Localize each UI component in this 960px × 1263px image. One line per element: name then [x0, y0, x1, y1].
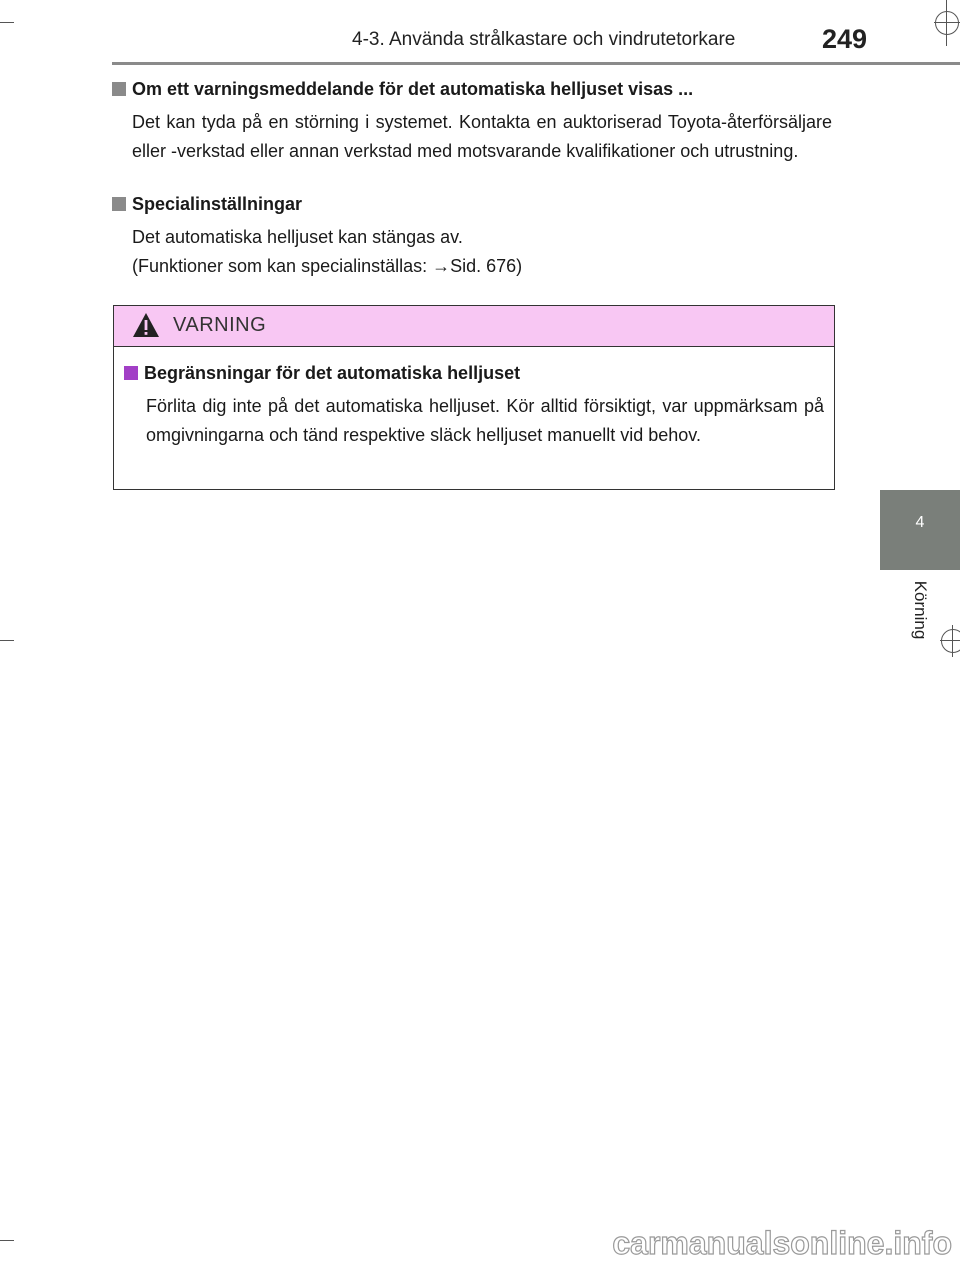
- square-bullet-icon: [112, 82, 126, 96]
- crop-mark: [0, 22, 14, 23]
- warning-box: [113, 305, 835, 490]
- warning-header: [114, 306, 834, 347]
- page-number: 249: [822, 24, 868, 54]
- section-heading-text: Specialinställningar: [132, 194, 303, 214]
- page-reference: (Funktioner som kan specialinställas: →Sid. 676): [132, 256, 523, 276]
- header-divider: [112, 62, 960, 65]
- warning-content: [124, 360, 824, 450]
- section-heading-text: Om ett varningsmeddelande för det automatiska helljuset visas ...: [132, 79, 694, 99]
- info-section-custom-settings: [112, 191, 832, 281]
- warning-triangle-icon: [132, 312, 160, 338]
- section-body: Det kan tyda på en störning i systemet. Kontakta en auktoriserad Toyota-återförsäljare eller -verkstad eller annan verkstad med motsvarande kvalifikationer och utrustning.: [132, 112, 832, 161]
- chapter-tab: [880, 490, 960, 570]
- square-bullet-icon: [112, 197, 126, 211]
- warning-heading: [124, 360, 824, 386]
- section-heading: [112, 76, 832, 102]
- chapter-title: 4-3. Använda strålkastare och vindrutetorkare: [352, 29, 736, 50]
- crop-mark: [0, 640, 14, 641]
- warning-body: Förlita dig inte på det automatiska helljuset. Kör alltid försiktigt, var uppmärksam på omgivningarna och tänd respektive släck helljuset manuellt vid behov.: [146, 396, 824, 445]
- watermark: [594, 1222, 954, 1262]
- crop-mark: [0, 1240, 14, 1241]
- registration-circle: [935, 11, 959, 35]
- warning-title: VARNING: [173, 314, 267, 336]
- warning-heading-text: Begränsningar för det automatiska helljuset: [144, 363, 521, 383]
- chapter-tab-label: Körning: [911, 580, 930, 640]
- registration-circle: [941, 629, 960, 653]
- section-body-line: Det automatiska helljuset kan stängas av.: [132, 227, 463, 247]
- info-section-warning-message: [112, 76, 832, 166]
- section-heading: [112, 191, 832, 217]
- chapter-tab-number: 4: [915, 514, 925, 531]
- square-bullet-icon: [124, 366, 138, 380]
- watermark-text: carmanualsonline.info: [612, 1225, 952, 1261]
